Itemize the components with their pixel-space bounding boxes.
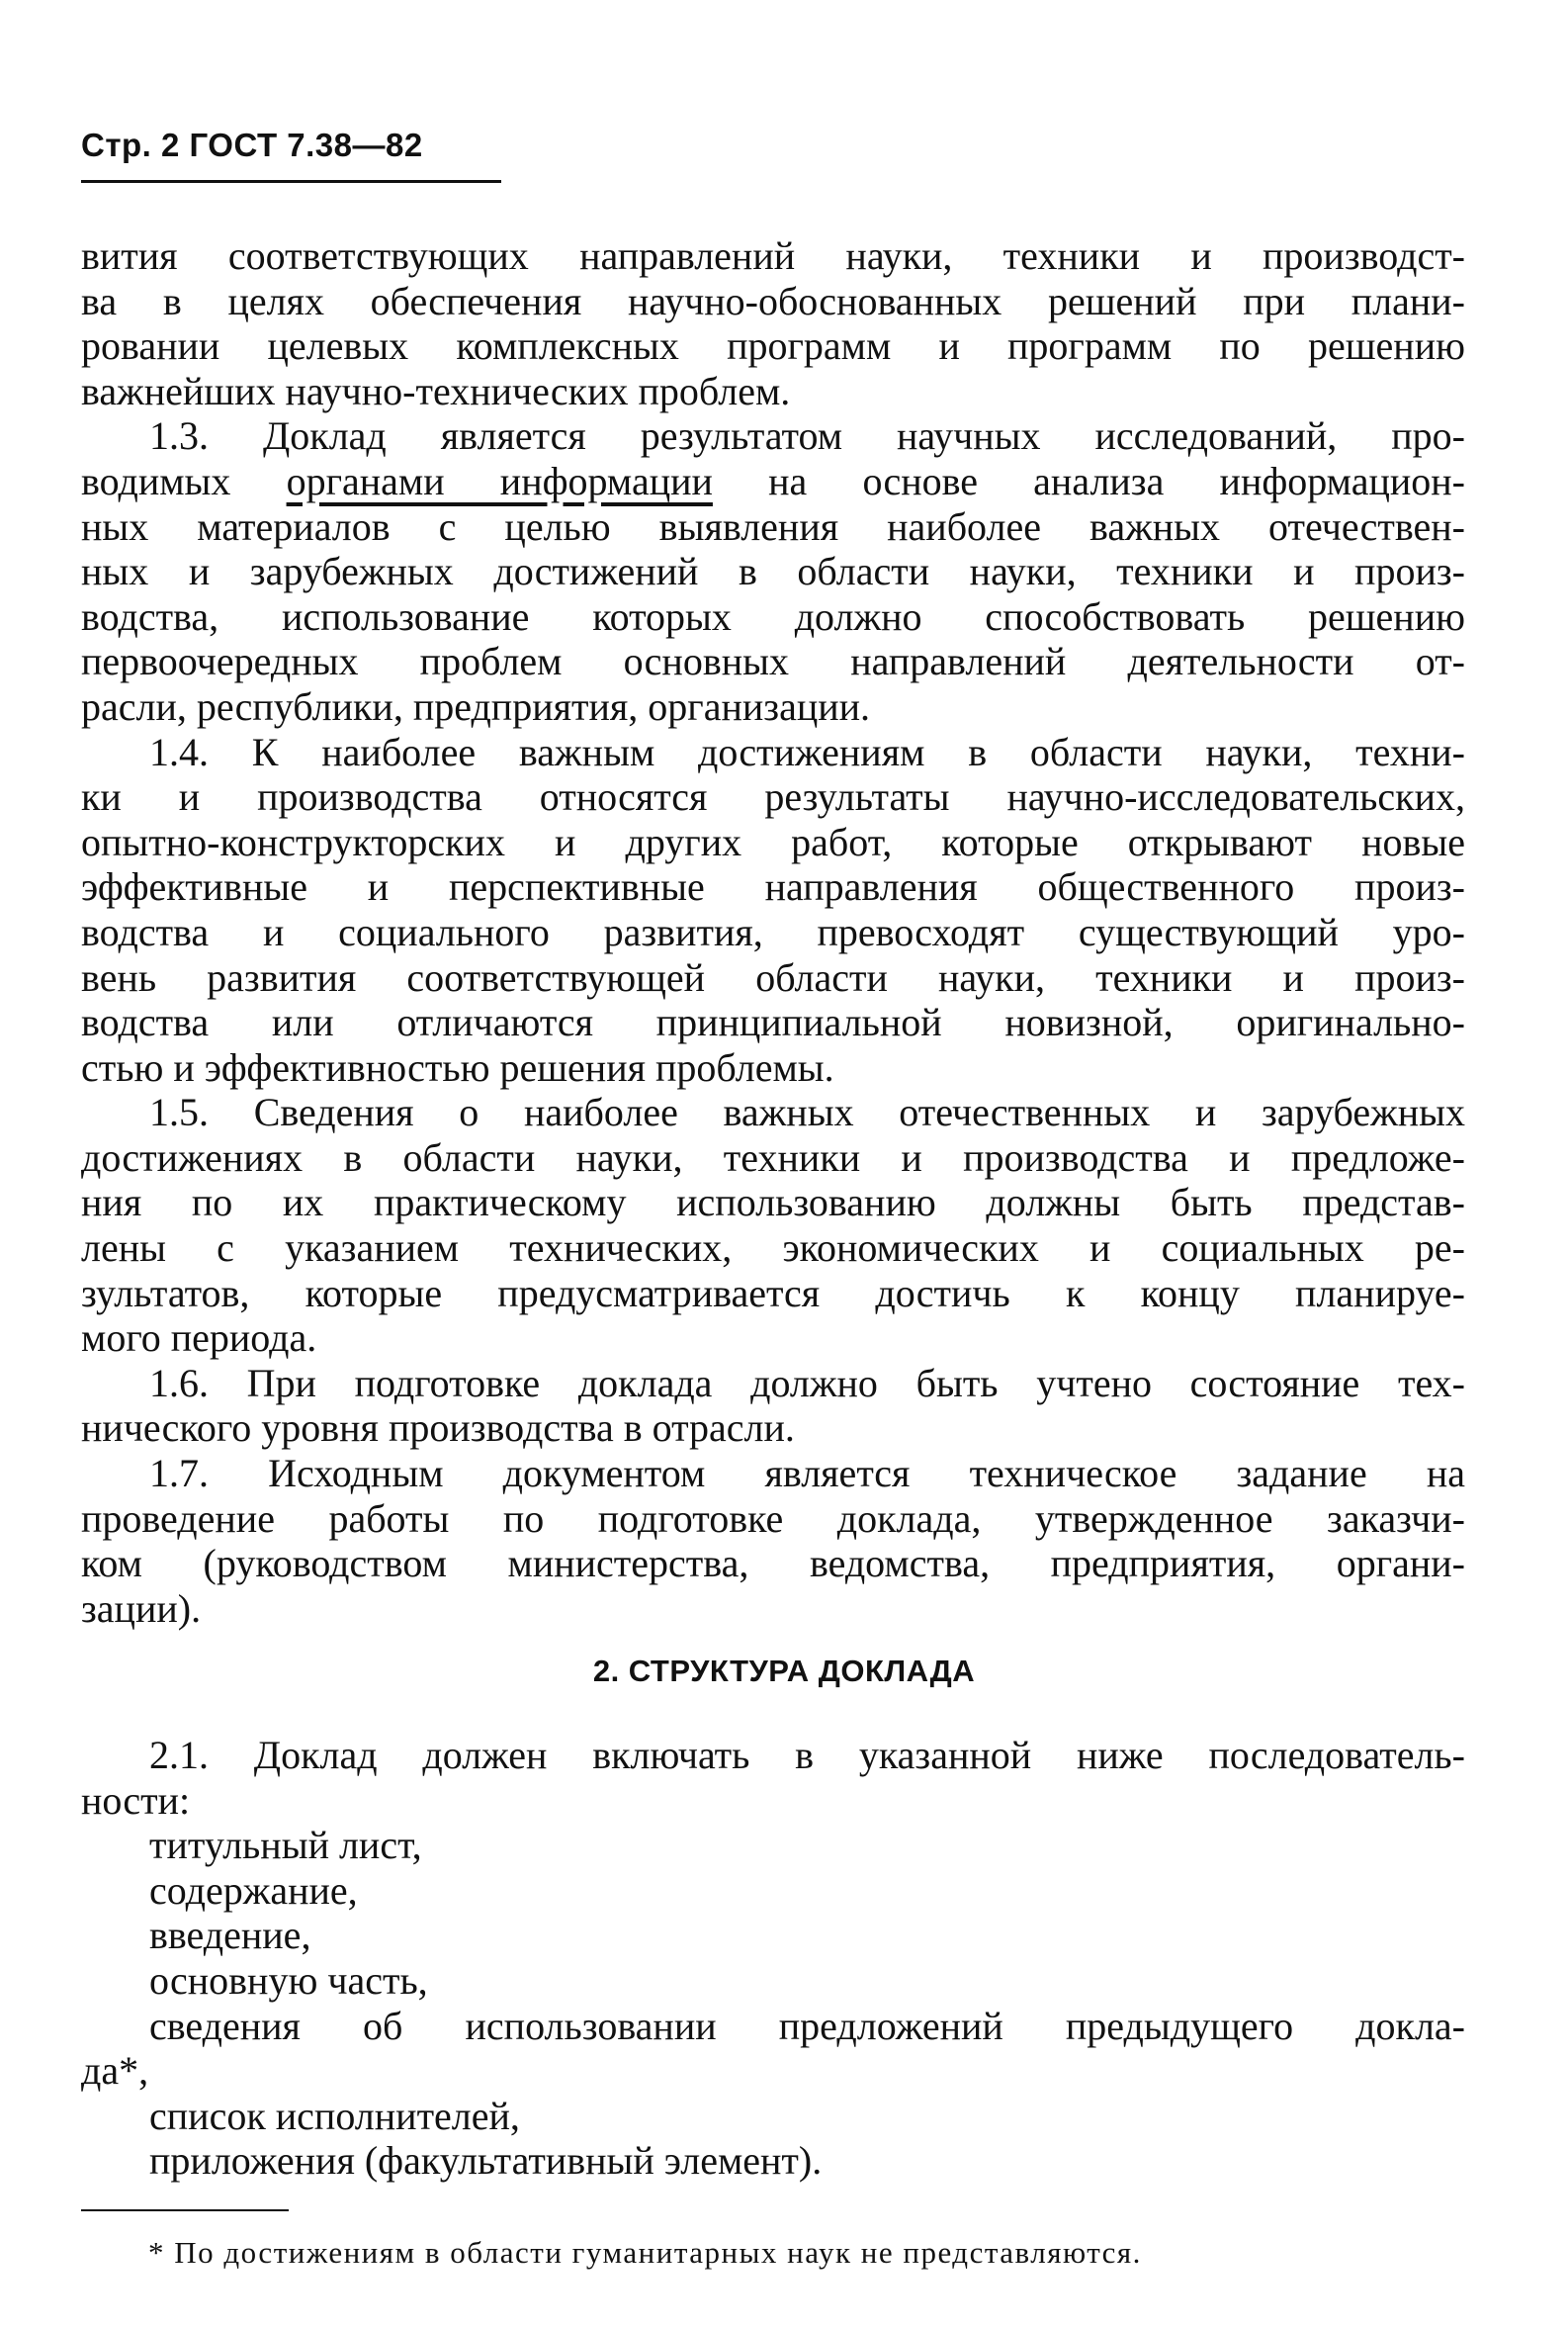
clause-1-3-line: ных материалов с целью выявления наиболее важных отечествен- xyxy=(81,503,1465,549)
clause-1-7-line: ком (руководством министерства, ведомства, предприятия, органи- xyxy=(81,1541,1465,1586)
clause-1-4-line: 1.4. К наиболее важным достижениям в области науки, техни- xyxy=(149,729,1465,774)
clause-1-3-line: водства, использование которых должно способствовать решению xyxy=(81,593,1465,639)
clause-1-4-line: водства или отличаются принципиальной новизной, оригинально- xyxy=(81,1000,1465,1045)
list-item: введение, xyxy=(149,1913,311,1958)
clause-1-3-line xyxy=(81,459,1465,504)
clause-1-3-line: первоочередных проблем основных направлений деятельности от- xyxy=(81,639,1465,684)
clause-1-4-line: эффективные и перспективные направления общественного произ- xyxy=(81,864,1465,910)
list-item: сведения об использовании предложений предыдущего докла- xyxy=(149,2003,1465,2048)
clause-1-3-line: 1.3. Доклад является результатом научных исследований, про- xyxy=(149,413,1465,459)
list-item: приложения (факультативный элемент). xyxy=(149,2138,823,2184)
footnote-rule xyxy=(81,2209,289,2211)
list-item: содержание, xyxy=(149,1867,358,1913)
list-item-continuation: да*, xyxy=(81,2048,149,2094)
list-item: список исполнителей, xyxy=(149,2093,520,2138)
clause-1-5-line: зультатов, которые предусматривается достичь к концу планируе- xyxy=(81,1270,1465,1315)
clause-1-5-line: мого периода. xyxy=(81,1315,317,1361)
section-2-body xyxy=(81,1733,1465,2184)
page-header: Стр. 2 ГОСТ 7.38—82 xyxy=(81,127,423,163)
section-heading: 2. СТРУКТУРА ДОКЛАДА xyxy=(592,1654,976,1688)
text-fragment: водимых xyxy=(81,458,287,503)
clause-1-5-line: лены с указанием технических, экономических и социальных ре- xyxy=(81,1225,1465,1271)
clause-2-1-line: 2.1. Доклад должен включать в указанной ниже последователь- xyxy=(149,1733,1465,1777)
clause-1-3-line: ных и зарубежных достижений в области науки, техники и произ- xyxy=(81,549,1465,594)
clause-1-7-line: проведение работы по подготовке доклада, утвержденное заказчи- xyxy=(81,1495,1465,1541)
clause-1-7-line: зации). xyxy=(81,1585,202,1631)
text-line: важнейших научно-технических проблем. xyxy=(81,368,791,413)
clause-1-4-line: опытно-конструкторских и других работ, которые открывают новые xyxy=(81,819,1465,864)
clause-1-5-line: достижениях в области науки, техники и производства и предложе- xyxy=(81,1134,1465,1180)
list-item: основную часть, xyxy=(149,1957,428,2003)
clause-1-7-line: 1.7. Исходным документом является техническое задание на xyxy=(149,1451,1465,1496)
text-line: ровании целевых комплексных программ и программ по решению xyxy=(81,323,1465,369)
clause-1-6-line: нического уровня производства в отрасли. xyxy=(81,1405,795,1451)
clause-1-5-line: 1.5. Сведения о наиболее важных отечественных и зарубежных xyxy=(149,1090,1465,1135)
clause-1-4-line: ки и производства относятся результаты научно-исследовательских, xyxy=(81,774,1465,820)
clause-1-4-line: водства и социального развития, превосходят существующий уро- xyxy=(81,909,1465,954)
document-body xyxy=(81,233,1465,1631)
clause-2-1-line: ности: xyxy=(81,1777,191,1823)
clause-1-4-line: стью и эффективностью решения проблемы. xyxy=(81,1044,834,1090)
clause-1-3-line: расли, республики, предприятия, организации. xyxy=(81,683,871,729)
header-rule xyxy=(81,180,501,183)
clause-1-6-line: 1.6. При подготовке доклада должно быть учтено состояние тех- xyxy=(149,1360,1465,1405)
text-fragment: на основе анализа информацион- xyxy=(712,458,1465,503)
text-line: ва в целях обеспечения научно-обоснованных решений при плани- xyxy=(81,278,1465,323)
clause-1-5-line: ния по их практическому использованию должны быть представ- xyxy=(81,1180,1465,1225)
footnote: * По достижениям в области гуманитарных наук не представляются. xyxy=(148,2235,1142,2270)
clause-1-4-line: вень развития соответствующей области науки, техники и произ- xyxy=(81,954,1465,1000)
list-item: титульный лист, xyxy=(149,1823,422,1868)
underlined-phrase: органами информации xyxy=(286,458,713,503)
text-line: вития соответствующих направлений науки, техники и производст- xyxy=(81,233,1465,278)
